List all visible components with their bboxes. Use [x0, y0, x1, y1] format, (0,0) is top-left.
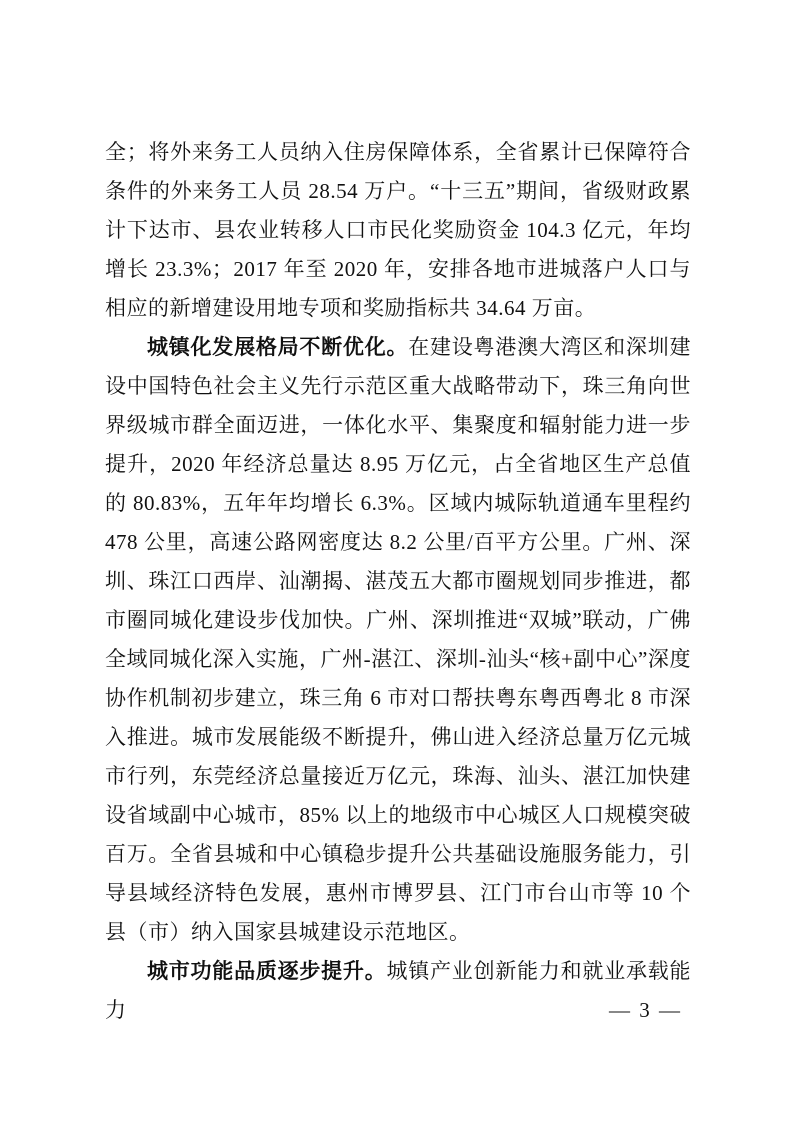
paragraph-3 — [105, 952, 691, 1030]
page-number: — 3 — — [609, 998, 682, 1022]
paragraph-3-text: 城镇产业创新能力和就业承载能力 — [105, 959, 692, 1022]
page-body-text — [105, 133, 691, 1030]
paragraph-3-lead: 城市功能品质逐步提升。 — [147, 959, 387, 983]
paragraph-2-lead: 城镇化发展格局不断优化。 — [147, 335, 409, 359]
paragraph-1 — [105, 133, 691, 328]
paragraph-2 — [105, 328, 691, 952]
paragraph-1-text: 全；将外来务工人员纳入住房保障体系，全省累计已保障符合条件的外来务工人员 28.54 万户。“十三五”期间，省级财政累计下达市、县农业转移人口市民化奖励资金 104.3 亿元，年均增长 23.3%；2017 年至 2020 年，安排各地市进城落户人口与相应的新增建设用地专项和奖励指标共 34.64 万亩。 — [105, 140, 691, 320]
paragraph-2-text: 在建设粤港澳大湾区和深圳建设中国特色社会主义先行示范区重大战略带动下，珠三角向世界级城市群全面迈进，一体化水平、集聚度和辐射能力进一步提升，2020 年经济总量达 8.95 万亿元，占全省地区生产总值的 80.83%，五年年均增长 6.3%。区域内城际轨道通车里程约 478 公里，高速公路网密度达 8.2 公里/百平方公里。广州、深圳、珠江口西岸、汕潮揭、湛茂五大都市圈规划同步推进，都市圈同城化建设步伐加快。广州、深圳推进“双城”联动，广佛全域同城化深入实施，广州-湛江、深圳-汕头“核+副中心”深度协作机制初步建立，珠三角 6 市对口帮扶粤东粤西粤北 8 市深入推进。城市发展能级不断提升，佛山进入经济总量万亿元城市行列，东莞经济总量接近万亿元，珠海、汕头、湛江加快建设省域副中心城市，85% 以上的地级市中心城区人口规模突破百万。全省县城和中心镇稳步提升公共基础设施服务能力，引导县域经济特色发展，惠州市博罗县、江门市台山市等 10 个县（市）纳入国家县城建设示范地区。 — [105, 335, 691, 944]
